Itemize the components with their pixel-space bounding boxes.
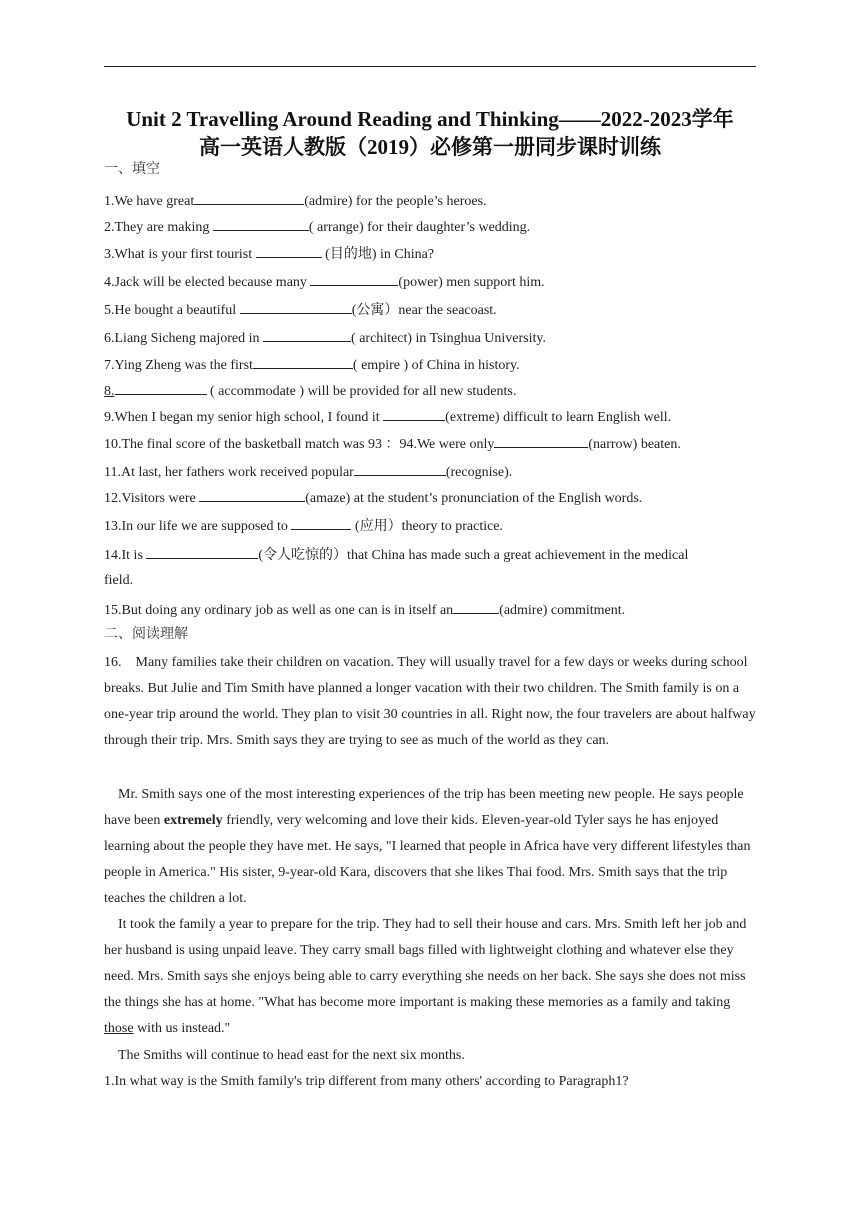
fill-item-1: 1.We have great (admire) for the people’s heroes. — [104, 189, 487, 212]
fill-item-2: 2.They are making ( arrange) for their daughter’s wedding. — [104, 215, 530, 238]
fill-item-7: 7.Ying Zheng was the first ( empire ) of China in history. — [104, 353, 520, 376]
fill-item-9: 9.When I began my senior high school, I found it (extreme) difficult to learn English well. — [104, 405, 671, 428]
fill-item-5: 5.He bought a beautiful (公寓）near the seacoast. — [104, 298, 497, 321]
fill-item-6: 6.Liang Sicheng majored in ( architect) in Tsinghua University. — [104, 326, 546, 349]
answer-blank[interactable] — [263, 326, 351, 342]
passage-paragraph-2: Mr. Smith says one of the most interesting experiences of the trip has been meeting new people. He says people have been extremely friendly, very welcoming and love their kids. Eleven-year-old Tyler says he has enjoyed learning about the people they have met. He says, "I learned that people in Africa have very different lifestyles than people in America." His sister, 9-year-old Kara, discovers that she likes Thai food. Mrs. Smith says that the trip teaches the children a lot. — [104, 787, 751, 906]
fill-item-13: 13.In our life we are supposed to (应用）theory to practice. — [104, 514, 503, 537]
fill-item-15: 15.But doing any ordinary job as well as one can is in itself an (admire) commitment. — [104, 598, 625, 621]
bold-word: extremely — [163, 813, 223, 828]
answer-blank[interactable] — [199, 486, 305, 502]
passage-paragraph-4: The Smiths will continue to head east for the next six months. — [118, 1048, 465, 1063]
fill-item-4: 4.Jack will be elected because many (power) men support him. — [104, 270, 545, 293]
underlined-word: those — [104, 1021, 134, 1036]
answer-blank[interactable] — [383, 405, 445, 421]
answer-blank[interactable] — [494, 432, 588, 448]
answer-blank[interactable] — [310, 270, 398, 286]
fill-item-11: 11.At last, her fathers work received popular (recognise). — [104, 460, 512, 483]
question-1: 1.In what way is the Smith family's trip different from many others' according to Paragraph1? — [104, 1074, 629, 1089]
answer-blank[interactable] — [194, 189, 304, 205]
passage-paragraph-3: It took the family a year to prepare for the trip. They had to sell their house and cars. Mrs. Smith left her job and her husband is using unpaid leave. They carry small bags filled with lightweight clothing and whatever else they need. Mrs. Smith says she enjoys being able to carry everything she needs on her back. She says she does not miss the things she has at home. "What has become more important is making these memories as a family and taking those with us instead." — [104, 917, 747, 1036]
answer-blank[interactable] — [453, 598, 499, 614]
answer-blank[interactable] — [146, 543, 258, 559]
section-heading-fill: 一、填空 — [104, 162, 160, 177]
fill-item-12: 12.Visitors were (amaze) at the student’s pronunciation of the English words. — [104, 486, 642, 509]
answer-blank[interactable] — [115, 379, 207, 395]
answer-blank[interactable] — [213, 215, 309, 231]
fill-item-14: 14.It is (令人吃惊的）that China has made such a great achievement in the medical — [104, 543, 688, 566]
fill-item-10: 10.The final score of the basketball match was 93 ：94.We were only (narrow) beaten. — [104, 432, 681, 455]
answer-blank[interactable] — [240, 298, 352, 314]
fill-item-8: 8. ( accommodate ) will be provided for all new students. — [104, 379, 516, 402]
document-title-line1: Unit 2 Travelling Around Reading and Thinking——2022-2023学年 — [126, 107, 734, 131]
answer-blank[interactable] — [256, 242, 322, 258]
section-heading-reading: 二、阅读理解 — [104, 627, 188, 642]
answer-blank[interactable] — [291, 514, 351, 530]
answer-blank[interactable] — [354, 460, 446, 476]
header-rule — [104, 66, 756, 67]
fill-item-14-continued: field. — [104, 573, 134, 588]
document-title-line2: 高一英语人教版（2019）必修第一册同步课时训练 — [199, 135, 661, 159]
fill-item-3: 3.What is your first tourist (目的地) in China? — [104, 242, 434, 265]
passage-paragraph-1: 16. Many families take their children on vacation. They will usually travel for a few days or weeks during school breaks. But Julie and Tim Smith have planned a longer vacation with their two children. The Smith family is on a one-year trip around the world. They plan to visit 30 countries in all. Right now, the four travelers are about halfway through their trip. Mrs. Smith says they are trying to see as much of the world as they can. — [104, 655, 756, 748]
answer-blank[interactable] — [253, 353, 353, 369]
